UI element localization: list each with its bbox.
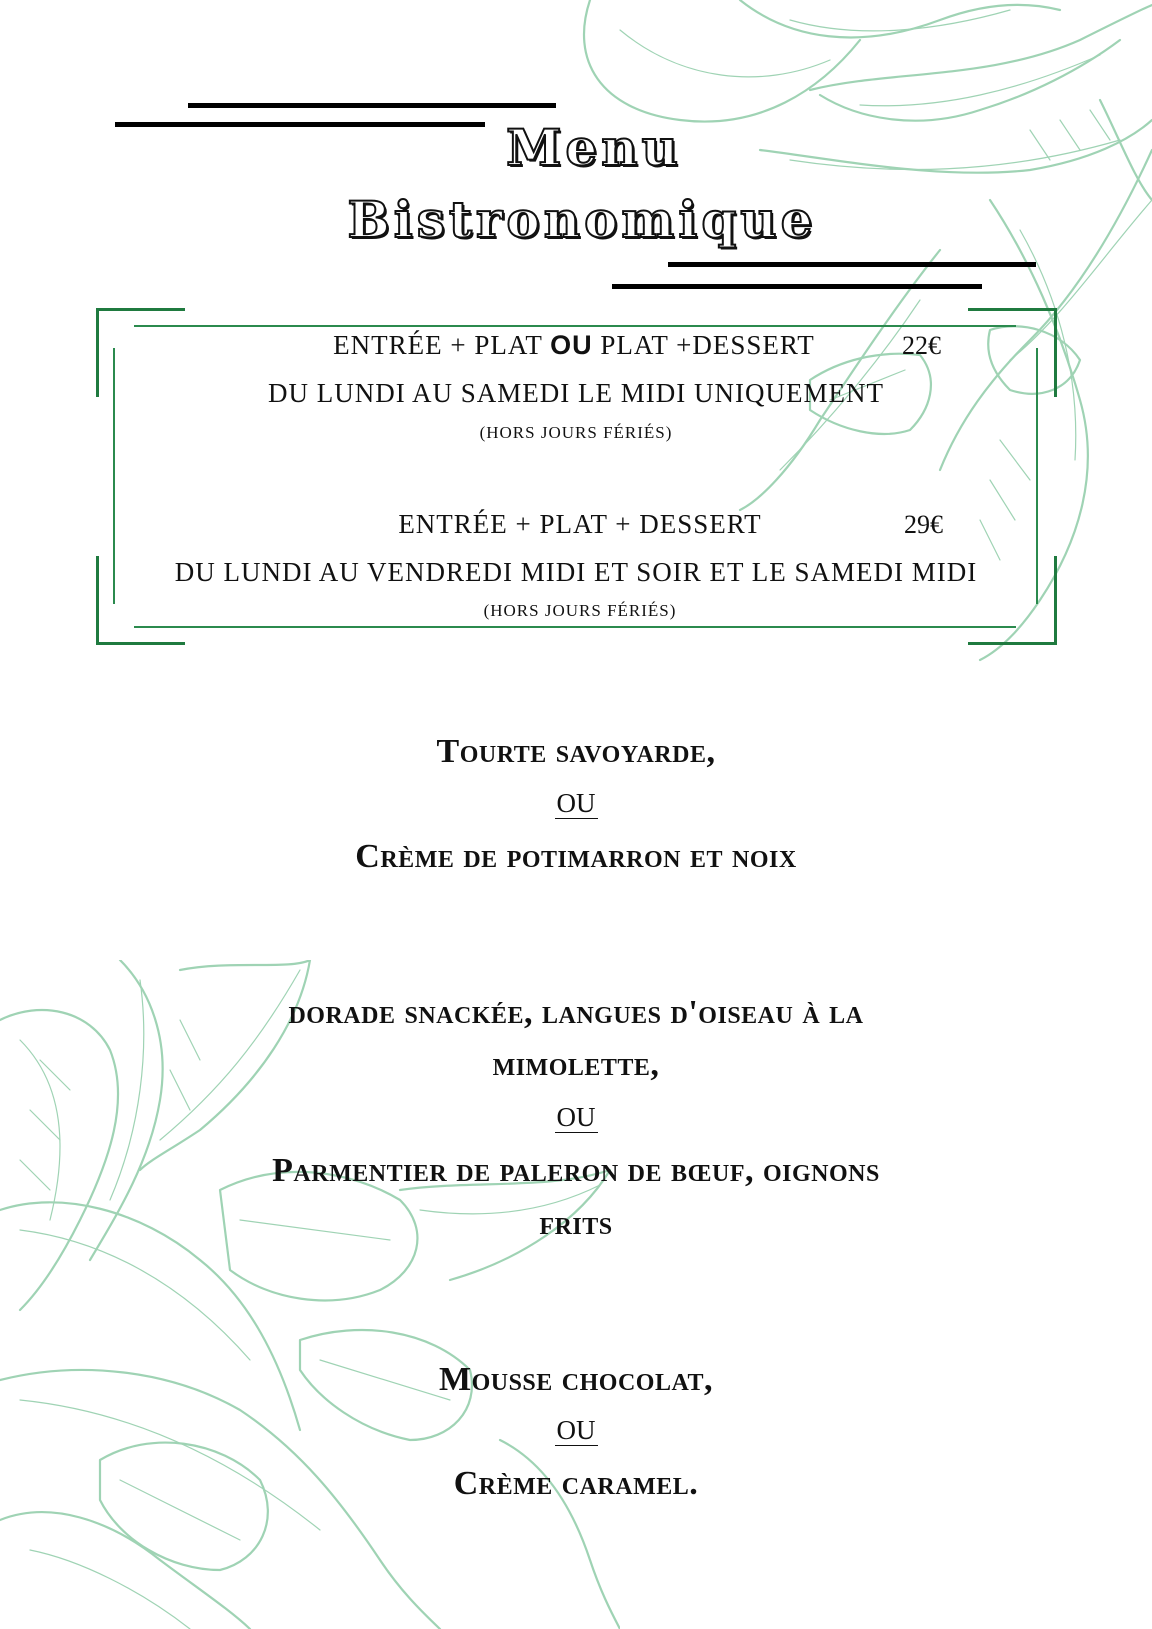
formula-1-note: (HORS JOURS FÉRIÉS)	[479, 423, 673, 442]
formula-2-days: DU LUNDI AU VENDREDI MIDI ET SOIR ET LE SAMEDI MIDI	[174, 557, 978, 587]
formula-2-note: (HORS JOURS FÉRIÉS)	[483, 601, 677, 620]
starter-option-1: Tourte savoyarde,	[436, 733, 716, 770]
starter-option-2: Crème de potimarron et noix	[355, 838, 797, 875]
formula-1-part2: PLAT +DESSERT	[592, 330, 815, 360]
formula-1-label	[0, 330, 1150, 361]
main-option-1-line2: mimolette,	[492, 1046, 660, 1083]
starter-or	[0, 788, 1152, 819]
menu-title-line2: Bistronomique	[347, 190, 817, 249]
main-or-label: OU	[556, 1102, 596, 1132]
main-or	[0, 1102, 1152, 1133]
dessert-or	[0, 1415, 1152, 1446]
formula-2-price: 29€	[904, 510, 943, 539]
title-bar-bottom-1	[668, 262, 1036, 267]
formula-1-price: 22€	[902, 331, 941, 360]
formula-1-days: DU LUNDI AU SAMEDI LE MIDI UNIQUEMENT	[268, 378, 884, 408]
formula-1-or: OU	[550, 330, 593, 360]
frame-inner-top	[134, 325, 1016, 327]
frame-inner-bottom	[134, 626, 1016, 628]
starter-or-label: OU	[556, 788, 596, 818]
menu-title-line1: Menu	[506, 118, 682, 177]
title-bar-bottom-2	[612, 284, 982, 289]
main-option-1-line1: dorade snackée, langues d'oiseau à la	[288, 994, 864, 1031]
main-option-2-line2: frits	[539, 1205, 613, 1242]
main-option-2-line1: Parmentier de paleron de bœuf, oignons	[272, 1152, 880, 1189]
title-bar-top-1	[188, 103, 556, 108]
formula-1-part1: ENTRÉE + PLAT	[333, 330, 551, 360]
formula-2-label: ENTRÉE + PLAT + DESSERT	[398, 509, 762, 539]
dessert-or-label: OU	[556, 1415, 596, 1445]
dessert-option-2: Crème caramel.	[453, 1465, 699, 1502]
dessert-option-1: Mousse chocolat,	[438, 1361, 714, 1398]
